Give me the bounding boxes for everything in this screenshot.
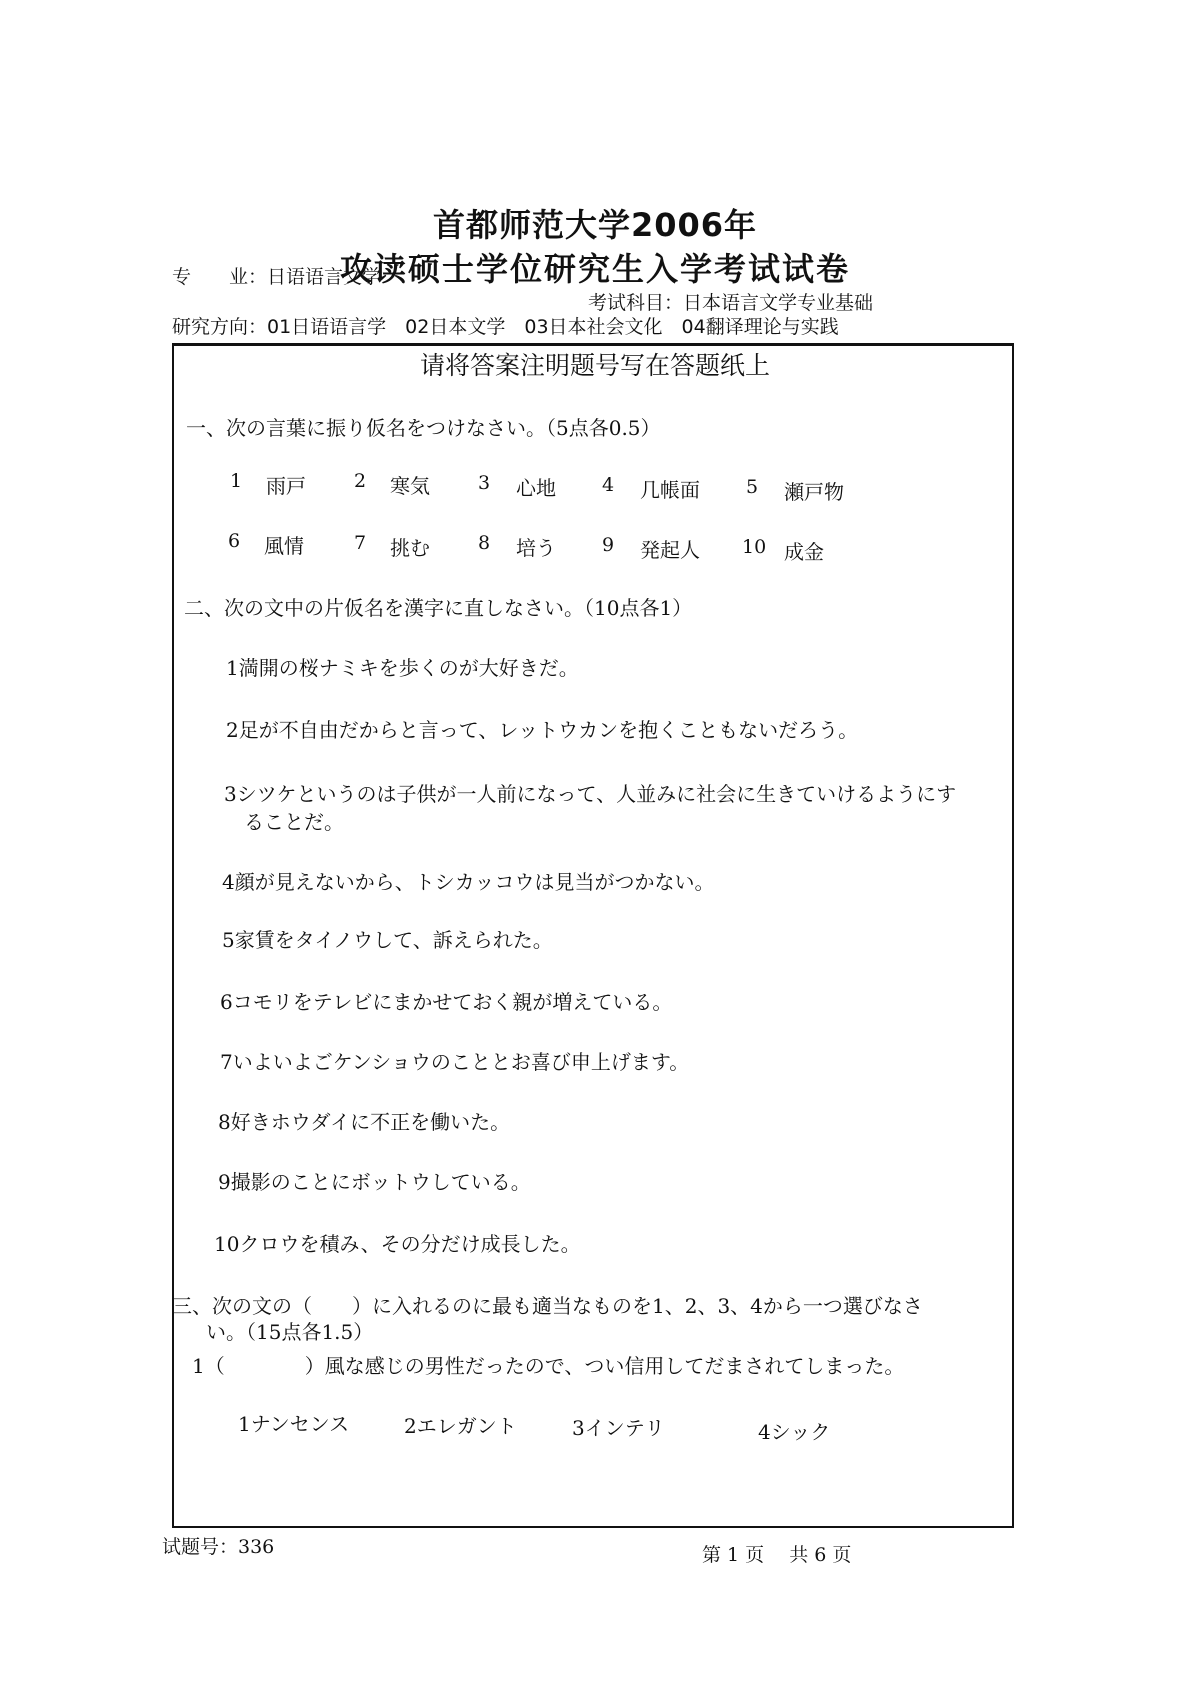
word-number: 8 xyxy=(478,532,491,554)
kanji-sentence: 9撮影のことにボットウしている。 xyxy=(218,1170,531,1194)
vocab-word: 雨戸 xyxy=(266,474,306,498)
word-number: 4 xyxy=(602,474,615,496)
word-number: 5 xyxy=(746,476,759,498)
subject-label: 考试科目：日本语言文学专业基础 xyxy=(588,292,874,314)
kanji-sentence: 7いよいよごケンショウのこととお喜び申上げます。 xyxy=(220,1050,690,1074)
vocab-word: 几帳面 xyxy=(640,478,700,502)
word-number: 10 xyxy=(742,536,767,558)
answer-notice: 请将答案注明题号写在答题纸上 xyxy=(419,351,770,380)
kanji-sentence: 1満開の桜ナミキを歩くのが大好きだ。 xyxy=(226,656,579,680)
answer-option: 2エレガント xyxy=(404,1414,517,1438)
kanji-sentence-continued: ることだ。 xyxy=(244,810,344,834)
answer-option: 4シック xyxy=(758,1420,831,1444)
answer-option: 3インテリ xyxy=(572,1416,665,1440)
section2-heading: 二、次の文中の片仮名を漢字に直しなさい。（10点各1） xyxy=(184,596,693,620)
answer-option: 1ナンセンス xyxy=(238,1412,350,1436)
kanji-sentence: 3シツケというのは子供が一人前になって、人並みに社会に生きていけるようにす xyxy=(224,782,957,806)
kanji-sentence: 8好きホウダイに不正を働いた。 xyxy=(218,1110,511,1134)
kanji-sentence: 6コモリをテレビにまかせておく親が増えている。 xyxy=(220,990,673,1014)
vocab-word: 風情 xyxy=(264,534,304,558)
vocab-word: 培う xyxy=(516,536,556,560)
exam-number: 试题号：336 xyxy=(162,1536,275,1558)
word-number: 1 xyxy=(230,470,243,492)
section1-heading: 一、次の言葉に振り仮名をつけなさい。（5点各0.5） xyxy=(186,416,661,440)
vocab-word: 発起人 xyxy=(640,538,700,562)
word-number: 9 xyxy=(602,534,615,556)
section3-heading: 三、次の文の（ ）に入れるのに最も適当なものを1、2、3、4から一つ選びなさ xyxy=(172,1294,923,1318)
word-number: 2 xyxy=(354,470,367,492)
kanji-sentence: 10クロウを積み、その分だけ成長した。 xyxy=(214,1232,581,1256)
kanji-sentence: 2足が不自由だからと言って、レットウカンを抱くこともないだろう。 xyxy=(226,718,859,742)
word-number: 6 xyxy=(228,530,241,552)
page-indicator: 第 1 页 共 6 页 xyxy=(702,1544,852,1566)
vocab-word: 瀬戸物 xyxy=(784,480,844,504)
vocab-word: 挑む xyxy=(390,536,430,560)
vocab-word: 寒気 xyxy=(390,474,430,498)
vocab-word: 心地 xyxy=(516,476,556,500)
major-label: 专 业：日语语言文学 xyxy=(172,266,382,288)
question-1: 1（ ）風な感じの男性だったので、つい信用してだまされてしまった。 xyxy=(192,1354,905,1378)
kanji-sentence: 5家賃をタイノウして、訴えられた。 xyxy=(222,928,553,952)
research-directions: 研究方向：01日语语言学 02日本文学 03日本社会文化 04翻译理论与实践 xyxy=(172,316,839,338)
vocab-word: 成金 xyxy=(784,540,824,564)
kanji-sentence: 4顔が見えないから、トシカッコウは見当がつかない。 xyxy=(222,870,715,894)
word-number: 3 xyxy=(478,472,491,494)
exam-title-line1: 首都师范大学2006年 xyxy=(432,206,758,244)
word-number: 7 xyxy=(354,532,367,554)
section3-heading-continued: い。（15点各1.5） xyxy=(206,1320,374,1344)
exam-title-line2: 攻读硕士学位研究生入学考试试卷 xyxy=(339,250,850,288)
